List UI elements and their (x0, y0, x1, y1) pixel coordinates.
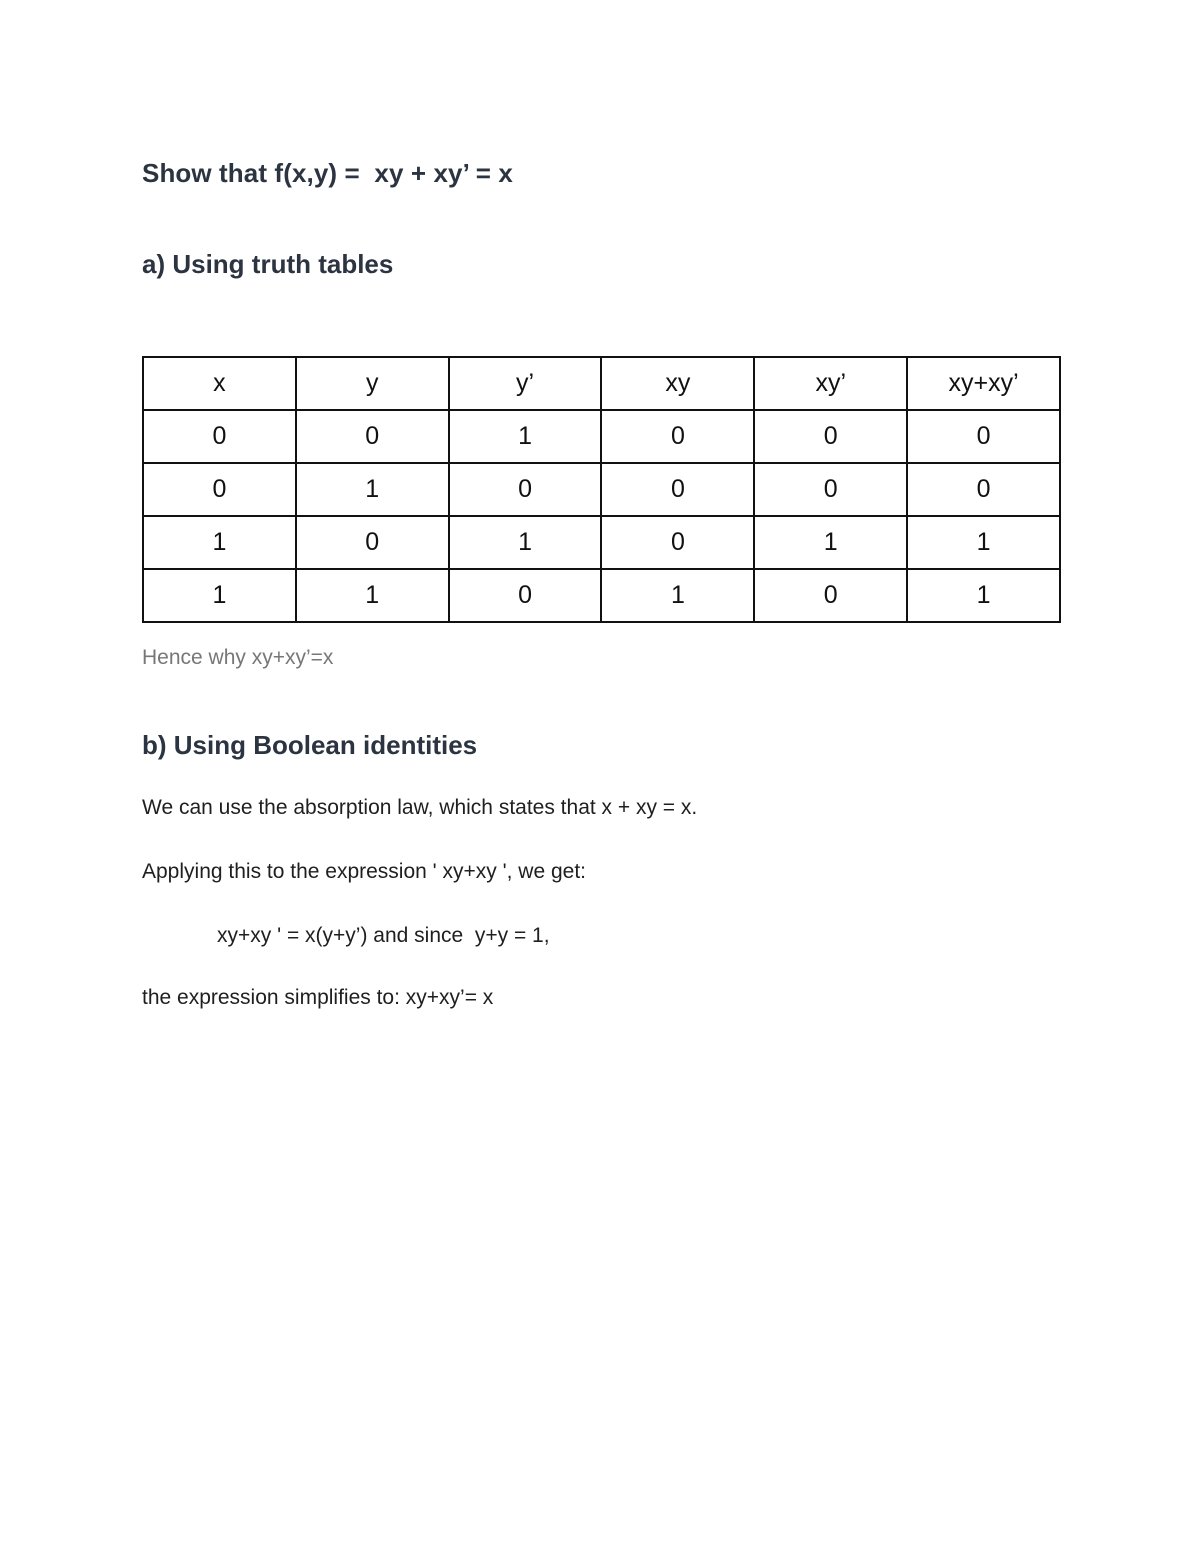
table-cell: 0 (143, 463, 296, 516)
truth-table-header-row (143, 357, 1060, 410)
truth-table-header-cell: xy+xy’ (907, 357, 1060, 410)
table-cell: 1 (907, 516, 1060, 569)
table-row (143, 569, 1060, 622)
table-cell: 0 (449, 463, 602, 516)
table-cell: 0 (296, 516, 449, 569)
table-cell: 0 (143, 410, 296, 463)
table-row (143, 516, 1060, 569)
table-row (143, 463, 1060, 516)
truth-table-conclusion: Hence why xy+xy’=x (142, 646, 334, 669)
table-cell: 0 (601, 516, 754, 569)
truth-table-header-cell: xy’ (754, 357, 907, 410)
truth-table-header-cell: y’ (449, 357, 602, 410)
table-cell: 0 (601, 410, 754, 463)
page-title: Show that f(x,y) = xy + xy’ = x (142, 158, 513, 188)
table-row (143, 410, 1060, 463)
table-cell: 1 (143, 569, 296, 622)
absorption-law-statement: We can use the absorption law, which states that x + xy = x. (142, 796, 698, 819)
table-cell: 1 (754, 516, 907, 569)
table-cell: 0 (296, 410, 449, 463)
truth-table-header-cell: xy (601, 357, 754, 410)
table-cell: 0 (754, 569, 907, 622)
table-cell: 0 (754, 463, 907, 516)
table-cell: 0 (754, 410, 907, 463)
simplification-result: the expression simplifies to: xy+xy’= x (142, 986, 494, 1009)
table-cell: 0 (601, 463, 754, 516)
section-a-heading: a) Using truth tables (142, 249, 394, 279)
application-intro: Applying this to the expression ' xy+xy ', we get: (142, 860, 586, 883)
factoring-step: xy+xy ' = x(y+y’) and since y+y = 1, (217, 924, 550, 947)
truth-table-header-cell: y (296, 357, 449, 410)
table-cell: 1 (449, 410, 602, 463)
table-cell: 1 (296, 463, 449, 516)
truth-table-header-cell: x (143, 357, 296, 410)
table-cell: 0 (449, 569, 602, 622)
table-cell: 0 (907, 463, 1060, 516)
truth-table (142, 356, 1061, 623)
table-cell: 0 (907, 410, 1060, 463)
table-cell: 1 (296, 569, 449, 622)
section-b-heading: b) Using Boolean identities (142, 730, 478, 760)
table-cell: 1 (907, 569, 1060, 622)
table-cell: 1 (601, 569, 754, 622)
table-cell: 1 (143, 516, 296, 569)
table-cell: 1 (449, 516, 602, 569)
